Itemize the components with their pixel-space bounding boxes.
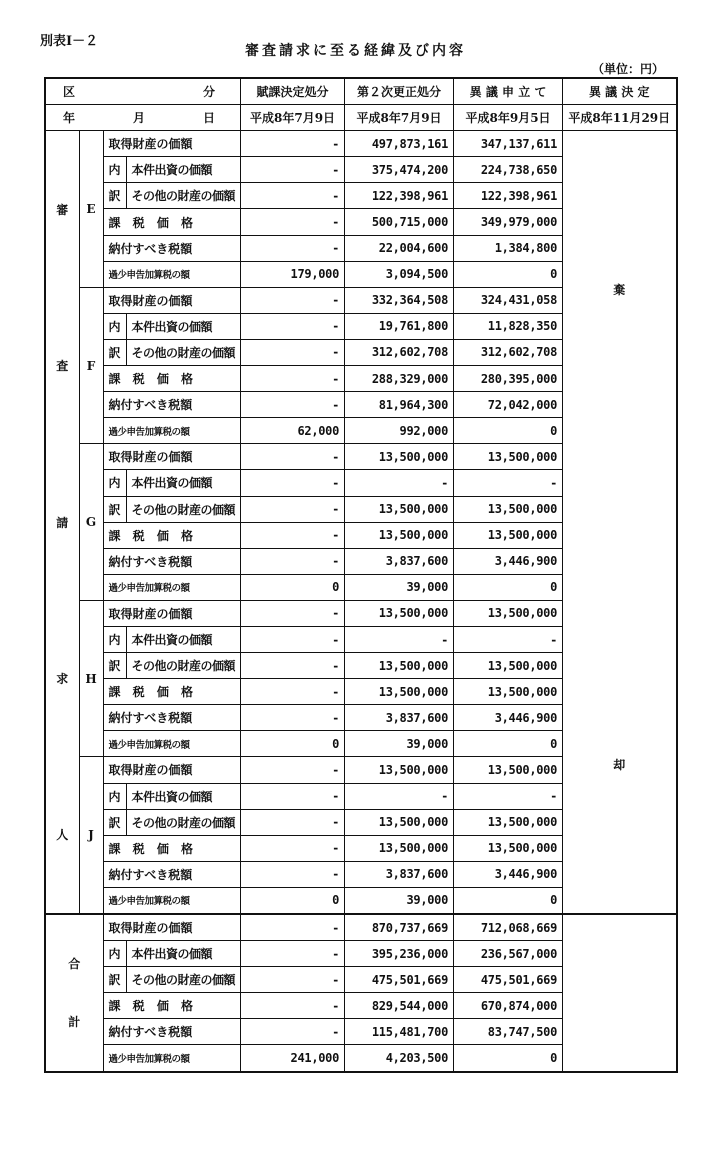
value-objection: 0 — [454, 418, 563, 444]
value-second-correction: 4,203,500 — [345, 1045, 454, 1072]
category-char-1: 区 — [63, 85, 76, 100]
breakdown-wake-label: 訳 — [103, 653, 126, 679]
value-objection: 349,979,000 — [454, 209, 563, 235]
value-second-correction: 39,000 — [345, 887, 454, 914]
value-objection: 236,567,000 — [454, 941, 563, 967]
row-label-capital-contribution: 本件出資の価額 — [126, 157, 241, 183]
total-char: 計 — [68, 1015, 81, 1030]
decision-char-reject-1: 棄 — [613, 283, 626, 298]
row-label-tax-due: 納付すべき税額 — [103, 861, 241, 887]
appellant-char: 人 — [56, 828, 69, 843]
category-char-2: 分 — [203, 85, 216, 100]
date-char-month: 月 — [133, 111, 146, 126]
value-second-correction: - — [345, 626, 454, 652]
party-label: F — [79, 287, 103, 444]
value-assessment: 0 — [241, 731, 345, 757]
value-second-correction: 19,761,800 — [345, 313, 454, 339]
value-objection: 3,446,900 — [454, 548, 563, 574]
value-second-correction: 13,500,000 — [345, 835, 454, 861]
row-label-tax-due: 納付すべき税額 — [103, 1019, 241, 1045]
row-label-other-assets: その他の財産の価額 — [126, 809, 241, 835]
value-second-correction: 500,715,000 — [345, 209, 454, 235]
value-second-correction: 13,500,000 — [345, 653, 454, 679]
value-assessment: - — [241, 235, 345, 261]
value-assessment: - — [241, 809, 345, 835]
value-second-correction: 3,837,600 — [345, 548, 454, 574]
value-second-correction: 13,500,000 — [345, 496, 454, 522]
breakdown-uchi-label: 内 — [103, 313, 126, 339]
value-assessment: - — [241, 861, 345, 887]
value-objection: 13,500,000 — [454, 653, 563, 679]
date-row — [45, 105, 677, 131]
row-label-other-assets: その他の財産の価額 — [126, 496, 241, 522]
value-assessment: - — [241, 653, 345, 679]
col-header-assessment: 賦課決定処分 — [241, 78, 345, 105]
breakdown-wake-label: 訳 — [103, 967, 126, 993]
breakdown-uchi-label: 内 — [103, 626, 126, 652]
value-assessment: - — [241, 287, 345, 313]
date-header — [45, 105, 241, 131]
value-objection: 224,738,650 — [454, 157, 563, 183]
date-second-correction: 平成8年7月9日 — [345, 105, 454, 131]
breakdown-uchi-label: 内 — [103, 157, 126, 183]
value-objection: 13,500,000 — [454, 809, 563, 835]
value-objection: 3,446,900 — [454, 705, 563, 731]
value-objection: 324,431,058 — [454, 287, 563, 313]
value-assessment: - — [241, 548, 345, 574]
value-objection: 83,747,500 — [454, 1019, 563, 1045]
value-second-correction: 81,964,300 — [345, 392, 454, 418]
row-label-taxable-value: 課 税 価 格 — [103, 209, 241, 235]
row-label-tax-due: 納付すべき税額 — [103, 235, 241, 261]
value-assessment: 0 — [241, 887, 345, 914]
value-objection: 1,384,800 — [454, 235, 563, 261]
value-second-correction: 312,602,708 — [345, 339, 454, 365]
value-assessment: - — [241, 1019, 345, 1045]
value-assessment: - — [241, 705, 345, 731]
value-assessment: - — [241, 392, 345, 418]
value-assessment: - — [241, 783, 345, 809]
value-assessment: - — [241, 757, 345, 783]
col-header-second-correction: 第２次更正処分 — [345, 78, 454, 105]
row-label-acquired-value: 取得財産の価額 — [103, 287, 241, 313]
appellant-char: 査 — [56, 359, 69, 374]
value-objection: 72,042,000 — [454, 392, 563, 418]
value-assessment: - — [241, 679, 345, 705]
row-label-other-assets: その他の財産の価額 — [126, 183, 241, 209]
value-assessment: 62,000 — [241, 418, 345, 444]
row-label-penalty-tax: 過少申告加算税の額 — [103, 574, 241, 600]
breakdown-wake-label: 訳 — [103, 183, 126, 209]
value-second-correction: 22,004,600 — [345, 235, 454, 261]
value-objection: 13,500,000 — [454, 600, 563, 626]
value-objection: 712,068,669 — [454, 914, 563, 941]
value-second-correction: 3,094,500 — [345, 261, 454, 287]
value-objection: 13,500,000 — [454, 757, 563, 783]
value-objection: - — [454, 626, 563, 652]
breakdown-uchi-label: 内 — [103, 783, 126, 809]
value-second-correction: 39,000 — [345, 731, 454, 757]
value-assessment: - — [241, 600, 345, 626]
value-second-correction: 13,500,000 — [345, 809, 454, 835]
breakdown-wake-label: 訳 — [103, 809, 126, 835]
breakdown-wake-label: 訳 — [103, 496, 126, 522]
value-assessment: 0 — [241, 574, 345, 600]
value-second-correction: 13,500,000 — [345, 522, 454, 548]
row-label-capital-contribution: 本件出資の価額 — [126, 626, 241, 652]
value-assessment: - — [241, 496, 345, 522]
value-objection: 312,602,708 — [454, 339, 563, 365]
value-assessment: - — [241, 157, 345, 183]
value-assessment: - — [241, 835, 345, 861]
value-assessment: 241,000 — [241, 1045, 345, 1072]
row-label-taxable-value: 課 税 価 格 — [103, 993, 241, 1019]
col-header-objection-decision: 異 議 決 定 — [563, 78, 677, 105]
value-assessment: - — [241, 967, 345, 993]
value-assessment: - — [241, 131, 345, 157]
breakdown-uchi-label: 内 — [103, 470, 126, 496]
date-char-year: 年 — [63, 111, 76, 126]
value-objection: 13,500,000 — [454, 835, 563, 861]
row-label-acquired-value: 取得財産の価額 — [103, 131, 241, 157]
value-second-correction: 375,474,200 — [345, 157, 454, 183]
row-label-penalty-tax: 過少申告加算税の額 — [103, 261, 241, 287]
row-label-taxable-value: 課 税 価 格 — [103, 835, 241, 861]
row-label-taxable-value: 課 税 価 格 — [103, 522, 241, 548]
value-second-correction: 115,481,700 — [345, 1019, 454, 1045]
row-label-tax-due: 納付すべき税額 — [103, 705, 241, 731]
value-objection: - — [454, 470, 563, 496]
row-label-acquired-value: 取得財産の価額 — [103, 444, 241, 470]
value-second-correction: 3,837,600 — [345, 705, 454, 731]
value-second-correction: 13,500,000 — [345, 600, 454, 626]
value-objection: 13,500,000 — [454, 522, 563, 548]
objection-decision-result — [563, 131, 677, 914]
row-label-acquired-value: 取得財産の価額 — [103, 600, 241, 626]
total-char: 合 — [68, 957, 81, 972]
value-second-correction: 122,398,961 — [345, 183, 454, 209]
date-objection-decision: 平成8年11月29日 — [563, 105, 677, 131]
value-second-correction: 829,544,000 — [345, 993, 454, 1019]
value-second-correction: 475,501,669 — [345, 967, 454, 993]
value-objection: 0 — [454, 1045, 563, 1072]
party-label: G — [79, 444, 103, 601]
appellant-char: 審 — [56, 202, 69, 217]
total-side-label — [45, 914, 103, 1072]
value-second-correction: 13,500,000 — [345, 679, 454, 705]
value-assessment: - — [241, 313, 345, 339]
party-label: E — [79, 131, 103, 288]
value-objection: 122,398,961 — [454, 183, 563, 209]
appellant-side-label — [45, 131, 79, 914]
date-assessment: 平成8年7月9日 — [241, 105, 345, 131]
value-objection: 0 — [454, 261, 563, 287]
row-label-capital-contribution: 本件出資の価額 — [126, 783, 241, 809]
row-label-other-assets: その他の財産の価額 — [126, 653, 241, 679]
value-assessment: - — [241, 366, 345, 392]
value-assessment: - — [241, 444, 345, 470]
col-header-objection: 異 議 申 立 て — [454, 78, 563, 105]
value-second-correction: 3,837,600 — [345, 861, 454, 887]
value-assessment: - — [241, 522, 345, 548]
row-label-penalty-tax: 過少申告加算税の額 — [103, 1045, 241, 1072]
value-objection: 13,500,000 — [454, 496, 563, 522]
value-assessment: - — [241, 339, 345, 365]
value-second-correction: 395,236,000 — [345, 941, 454, 967]
table-row — [45, 131, 677, 157]
category-header — [45, 78, 241, 105]
row-label-capital-contribution: 本件出資の価額 — [126, 941, 241, 967]
row-label-tax-due: 納付すべき税額 — [103, 548, 241, 574]
value-objection: 475,501,669 — [454, 967, 563, 993]
value-objection: 347,137,611 — [454, 131, 563, 157]
row-label-acquired-value: 取得財産の価額 — [103, 757, 241, 783]
value-second-correction: 39,000 — [345, 574, 454, 600]
value-assessment: - — [241, 941, 345, 967]
total-decision-cell — [563, 914, 677, 1072]
row-label-taxable-value: 課 税 価 格 — [103, 366, 241, 392]
row-label-penalty-tax: 過少申告加算税の額 — [103, 418, 241, 444]
value-objection: 13,500,000 — [454, 679, 563, 705]
value-second-correction: 288,329,000 — [345, 366, 454, 392]
row-label-penalty-tax: 過少申告加算税の額 — [103, 731, 241, 757]
decision-char-reject-2: 却 — [613, 758, 626, 772]
value-objection: 280,395,000 — [454, 366, 563, 392]
value-assessment: - — [241, 183, 345, 209]
value-assessment: - — [241, 993, 345, 1019]
value-second-correction: 497,873,161 — [345, 131, 454, 157]
value-objection: 0 — [454, 731, 563, 757]
appellant-char: 求 — [56, 671, 69, 686]
value-second-correction: - — [345, 783, 454, 809]
row-label-tax-due: 納付すべき税額 — [103, 392, 241, 418]
value-assessment: - — [241, 470, 345, 496]
document-reference: 別表Ⅰ－２ — [40, 34, 99, 49]
row-label-capital-contribution: 本件出資の価額 — [126, 470, 241, 496]
unit-note: （単位：円） — [592, 62, 665, 76]
value-objection: 11,828,350 — [454, 313, 563, 339]
value-second-correction: - — [345, 470, 454, 496]
party-label: H — [79, 600, 103, 757]
row-label-capital-contribution: 本件出資の価額 — [126, 313, 241, 339]
table-row — [45, 914, 677, 941]
row-label-penalty-tax: 過少申告加算税の額 — [103, 887, 241, 914]
value-objection: 0 — [454, 887, 563, 914]
header-row — [45, 78, 677, 105]
value-assessment: - — [241, 209, 345, 235]
value-objection: 0 — [454, 574, 563, 600]
breakdown-uchi-label: 内 — [103, 941, 126, 967]
row-label-other-assets: その他の財産の価額 — [126, 967, 241, 993]
date-objection: 平成8年9月5日 — [454, 105, 563, 131]
breakdown-wake-label: 訳 — [103, 339, 126, 365]
date-char-day: 日 — [203, 111, 216, 126]
document-title: 審査請求に至る経緯及び内容 — [245, 43, 466, 59]
value-second-correction: 992,000 — [345, 418, 454, 444]
value-second-correction: 13,500,000 — [345, 757, 454, 783]
tax-appeal-table — [44, 77, 678, 1073]
row-label-acquired-value: 取得財産の価額 — [103, 914, 241, 941]
value-second-correction: 870,737,669 — [345, 914, 454, 941]
row-label-other-assets: その他の財産の価額 — [126, 339, 241, 365]
value-assessment: - — [241, 914, 345, 941]
appellant-char: 請 — [56, 515, 69, 530]
value-objection: 13,500,000 — [454, 444, 563, 470]
value-assessment: - — [241, 626, 345, 652]
value-assessment: 179,000 — [241, 261, 345, 287]
value-objection: - — [454, 783, 563, 809]
value-second-correction: 13,500,000 — [345, 444, 454, 470]
row-label-taxable-value: 課 税 価 格 — [103, 679, 241, 705]
value-objection: 3,446,900 — [454, 861, 563, 887]
party-label: J — [79, 757, 103, 914]
value-objection: 670,874,000 — [454, 993, 563, 1019]
value-second-correction: 332,364,508 — [345, 287, 454, 313]
